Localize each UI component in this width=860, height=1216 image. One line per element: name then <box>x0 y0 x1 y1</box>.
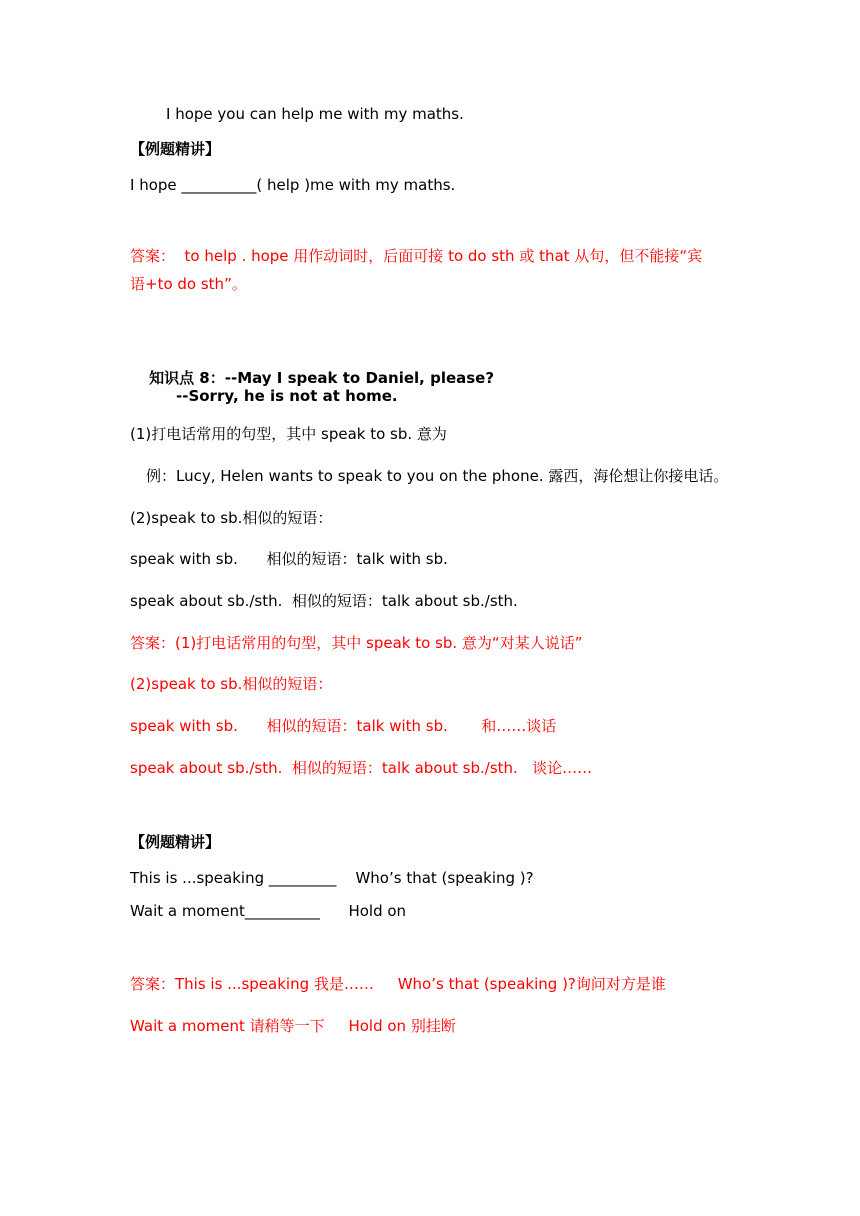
phrase-speak-about: speak about sb./sth. 相似的短语：talk about sb./sth. <box>130 592 518 610</box>
phrase-speak-with: speak with sb. 相似的短语：talk with sb. <box>130 550 448 568</box>
knowledge-point-label: 知识点 8： <box>149 369 225 387</box>
answer-phrase-speak-about: speak about sb./sth. 相似的短语：talk about sb./sth. 谈论…… <box>130 759 593 777</box>
answer-line-1: 答案：This is ...speaking 我是…… Who’s that (speaking )?询问对方是谁 <box>130 975 666 993</box>
section-heading-example: 【例题精讲】 <box>130 140 221 158</box>
answer-text: 答案： to help . hope 用作动词时，后面可接 to do sth 或 that 从句，但不能接“宾 <box>130 247 703 265</box>
knowledge-point-dialog-answer: --Sorry, he is not at home. <box>176 387 398 405</box>
answer-phrase-speak-with: speak with sb. 相似的短语：talk with sb. 和……谈话 <box>130 717 557 735</box>
explanation-point-1: (1)打电话常用的句型，其中 speak to sb. 意为 <box>130 425 447 443</box>
exercise-line-2: Wait a moment__________ Hold on <box>130 902 407 920</box>
section-heading-example-2: 【例题精讲】 <box>130 833 221 851</box>
example-sentence: I hope you can help me with my maths. <box>166 105 464 123</box>
answer-point-1: 答案：(1)打电话常用的句型，其中 speak to sb. 意为“对某人说话” <box>130 634 583 652</box>
exercise-line-1: This is ...speaking _________ Who’s that (speaking )? <box>130 869 534 887</box>
answer-text-continued: 语+to do sth”。 <box>130 275 247 293</box>
answer-line-2: Wait a moment 请稍等一下 Hold on 别挂断 <box>130 1017 456 1035</box>
answer-point-2: (2)speak to sb.相似的短语： <box>130 675 333 693</box>
knowledge-point-dialog-question: --May I speak to Daniel, please? <box>224 369 495 387</box>
explanation-point-2: (2)speak to sb.相似的短语： <box>130 509 333 527</box>
example-line: 例：Lucy, Helen wants to speak to you on the phone. 露西，海伦想让你接电话。 <box>146 467 729 485</box>
exercise-question: I hope __________( help )me with my maths. <box>130 176 456 194</box>
